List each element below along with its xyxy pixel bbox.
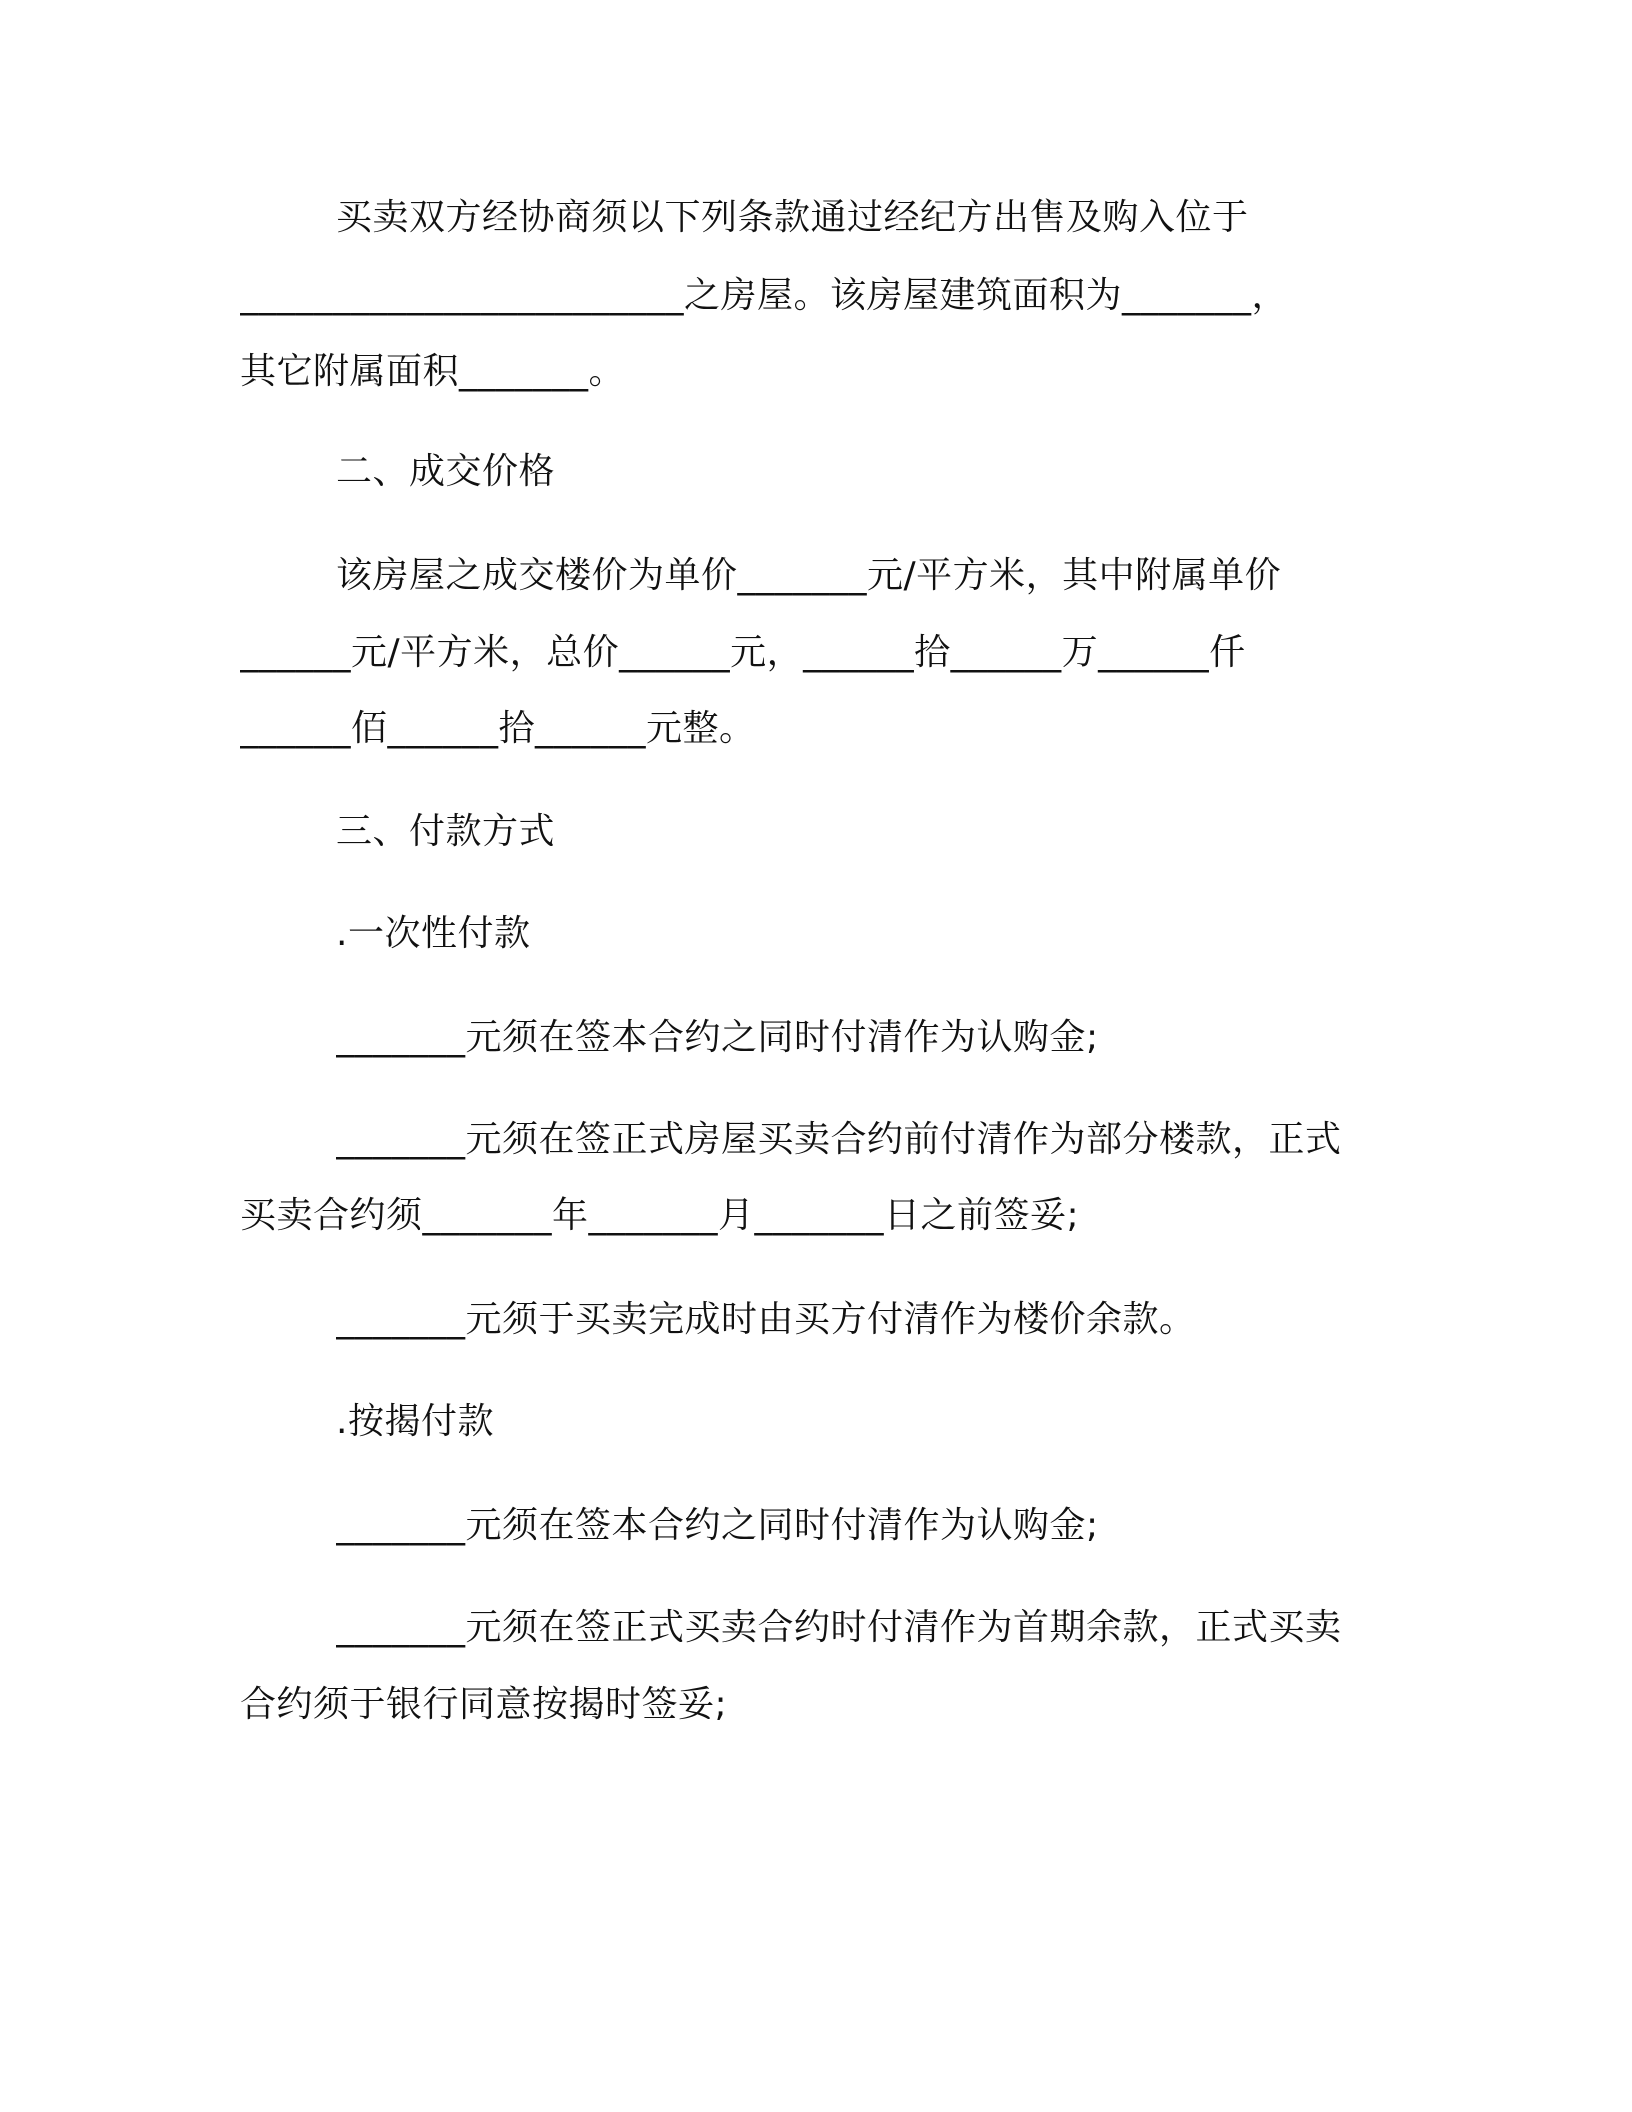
section-heading-price: 二、成交价格 — [336, 451, 556, 492]
section-heading-payment: 三、付款方式 — [336, 811, 556, 852]
paragraph-mortgage-deposit: _______元须在签本合约之同时付清作为认购金; — [336, 1505, 1099, 1546]
paragraph-price-line-3: ______佰______拾______元整。 — [240, 708, 756, 749]
paragraph-intro-line-1: 买卖双方经协商须以下列条款通过经纪方出售及购入位于 — [336, 197, 1249, 238]
subheading-lump-sum: .一次性付款 — [336, 913, 531, 954]
paragraph-deposit: _______元须在签本合约之同时付清作为认购金; — [336, 1017, 1099, 1058]
paragraph-partial-payment-line-2: 买卖合约须_______年_______月_______日之前签妥; — [240, 1195, 1080, 1236]
paragraph-intro-line-3: 其它附属面积_______。 — [240, 351, 626, 392]
subheading-mortgage: .按揭付款 — [336, 1401, 494, 1442]
paragraph-price-line-2: ______元/平方米，总价______元，______拾______万______仟 — [240, 632, 1246, 673]
paragraph-balance: _______元须于买卖完成时由买方付清作为楼价余款。 — [336, 1299, 1196, 1340]
paragraph-price-line-1: 该房屋之成交楼价为单价_______元/平方米，其中附属单价 — [336, 555, 1282, 596]
paragraph-partial-payment-line-1: _______元须在签正式房屋买卖合约前付清作为部分楼款，正式 — [336, 1119, 1342, 1160]
paragraph-down-payment-line-1: _______元须在签正式买卖合约时付清作为首期余款，正式买卖 — [336, 1607, 1342, 1648]
paragraph-intro-line-2: ________________________之房屋。该房屋建筑面积为_______， — [240, 275, 1289, 316]
paragraph-down-payment-line-2: 合约须于银行同意按揭时签妥; — [240, 1684, 728, 1725]
